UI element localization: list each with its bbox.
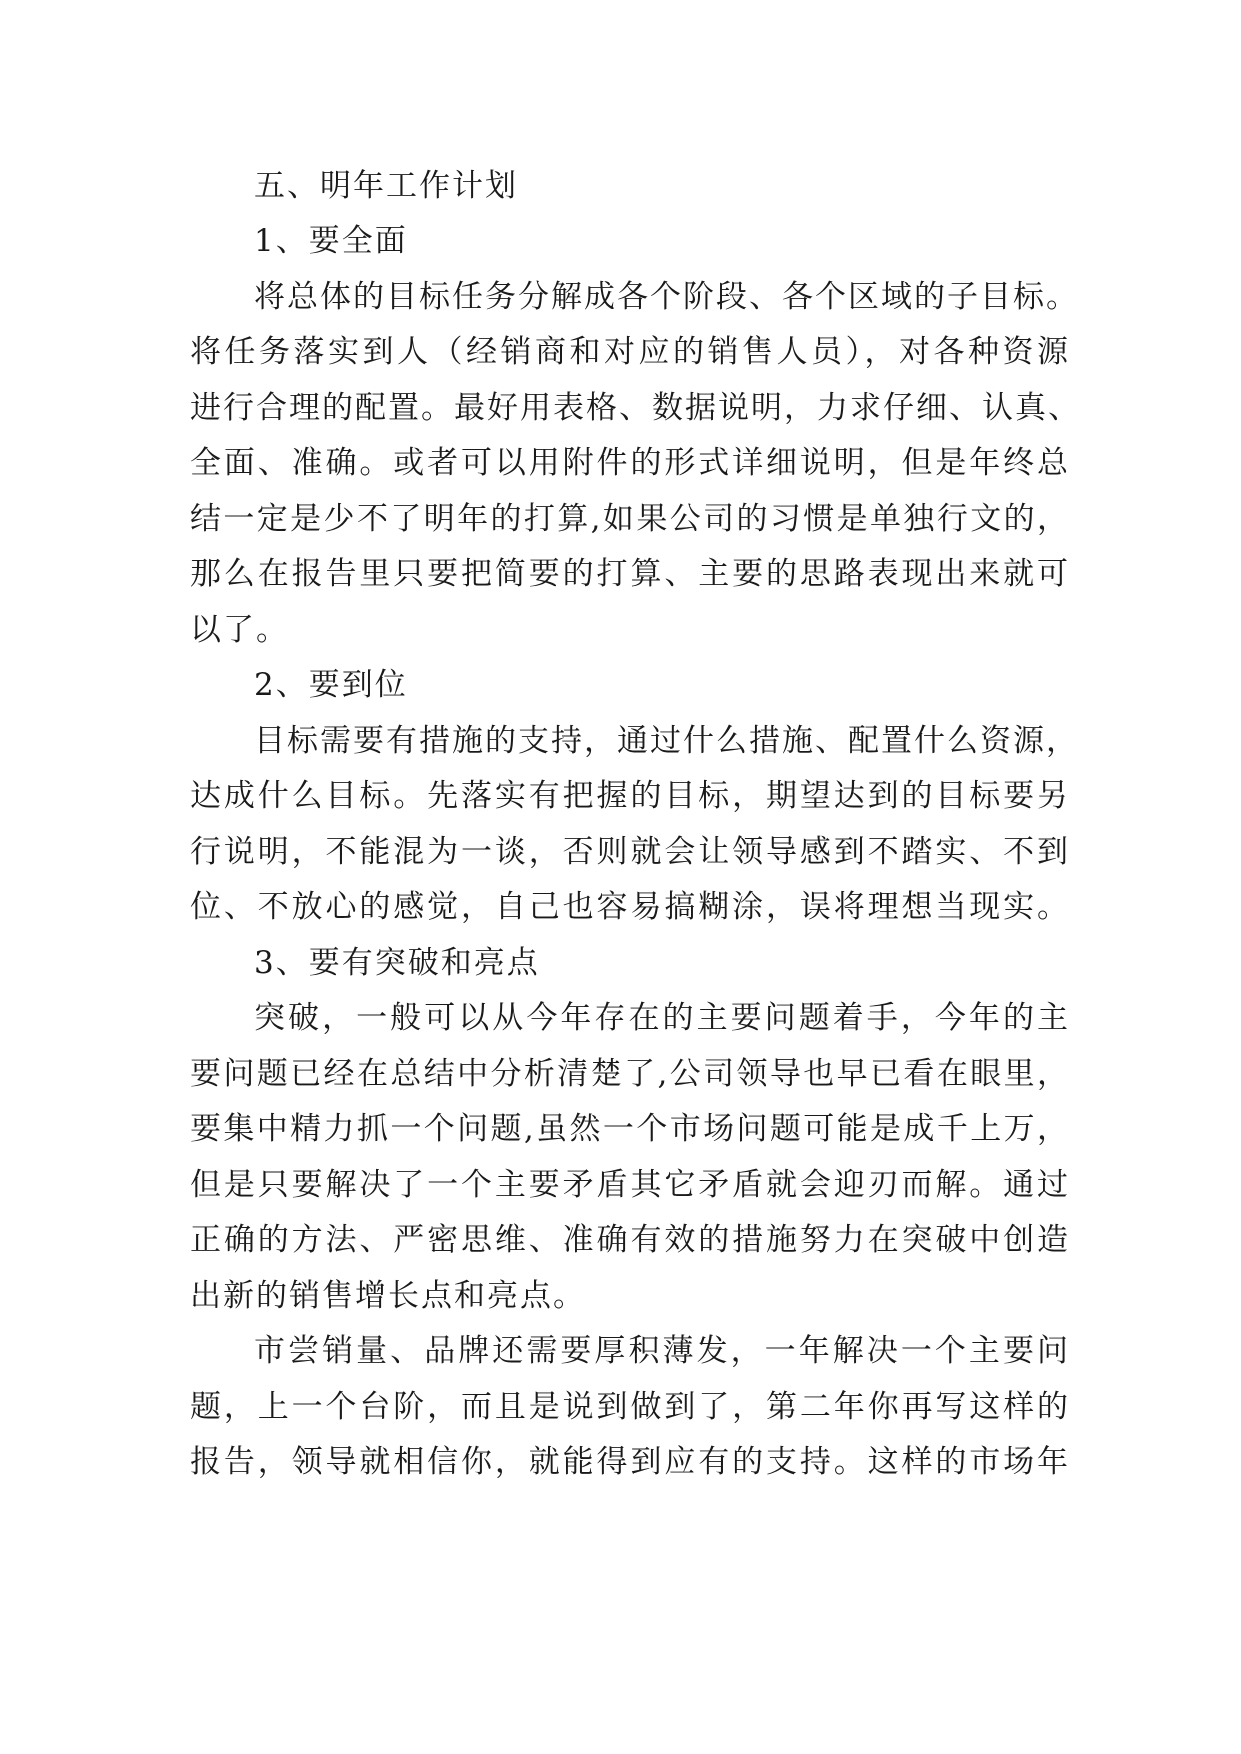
paragraph-line: 出新的销售增长点和亮点。	[190, 1278, 586, 1314]
paragraph-line: 以了。	[190, 612, 289, 648]
subheading-in-place: 2、要到位	[254, 667, 408, 703]
paragraph-line: 要问题已经在总结中分析清楚了,公司领导也早已看在眼里，	[190, 1056, 1070, 1092]
paragraph-line: 将总体的目标任务分解成各个阶段、各个区域的子目标。	[254, 279, 1079, 315]
subheading-comprehensive: 1、要全面	[254, 223, 408, 259]
paragraph-line: 报告，领导就相信你，就能得到应有的支持。这样的市场年	[190, 1444, 1070, 1480]
paragraph-line: 结一定是少不了明年的打算,如果公司的习惯是单独行文的，	[190, 501, 1070, 537]
paragraph-line: 位、不放心的感觉，自己也容易搞糊涂，误将理想当现实。	[190, 889, 1070, 925]
paragraph-line: 市尝销量、品牌还需要厚积薄发，一年解决一个主要问	[254, 1333, 1070, 1369]
paragraph-line: 但是只要解决了一个主要矛盾其它矛盾就会迎刃而解。通过	[190, 1167, 1070, 1203]
paragraph-line: 那么在报告里只要把简要的打算、主要的思路表现出来就可	[190, 556, 1070, 592]
paragraph-line: 行说明，不能混为一谈，否则就会让领导感到不踏实、不到	[190, 834, 1070, 870]
subheading-breakthrough: 3、要有突破和亮点	[254, 945, 540, 981]
paragraph-line: 正确的方法、严密思维、准确有效的措施努力在突破中创造	[190, 1222, 1070, 1258]
paragraph-line: 全面、准确。或者可以用附件的形式详细说明，但是年终总	[190, 445, 1070, 481]
paragraph-line: 要集中精力抓一个问题,虽然一个市场问题可能是成千上万，	[190, 1111, 1070, 1147]
paragraph-line: 将任务落实到人（经销商和对应的销售人员），对各种资源	[190, 334, 1070, 370]
paragraph-line: 达成什么目标。先落实有把握的目标，期望达到的目标要另	[190, 778, 1070, 814]
paragraph-line: 目标需要有措施的支持，通过什么措施、配置什么资源，	[254, 723, 1079, 759]
section-heading: 五、明年工作计划	[254, 168, 518, 204]
paragraph-line: 突破，一般可以从今年存在的主要问题着手，今年的主	[254, 1000, 1070, 1036]
paragraph-line: 进行合理的配置。最好用表格、数据说明，力求仔细、认真、	[190, 390, 1081, 426]
paragraph-line: 题，上一个台阶，而且是说到做到了，第二年你再写这样的	[190, 1389, 1070, 1425]
